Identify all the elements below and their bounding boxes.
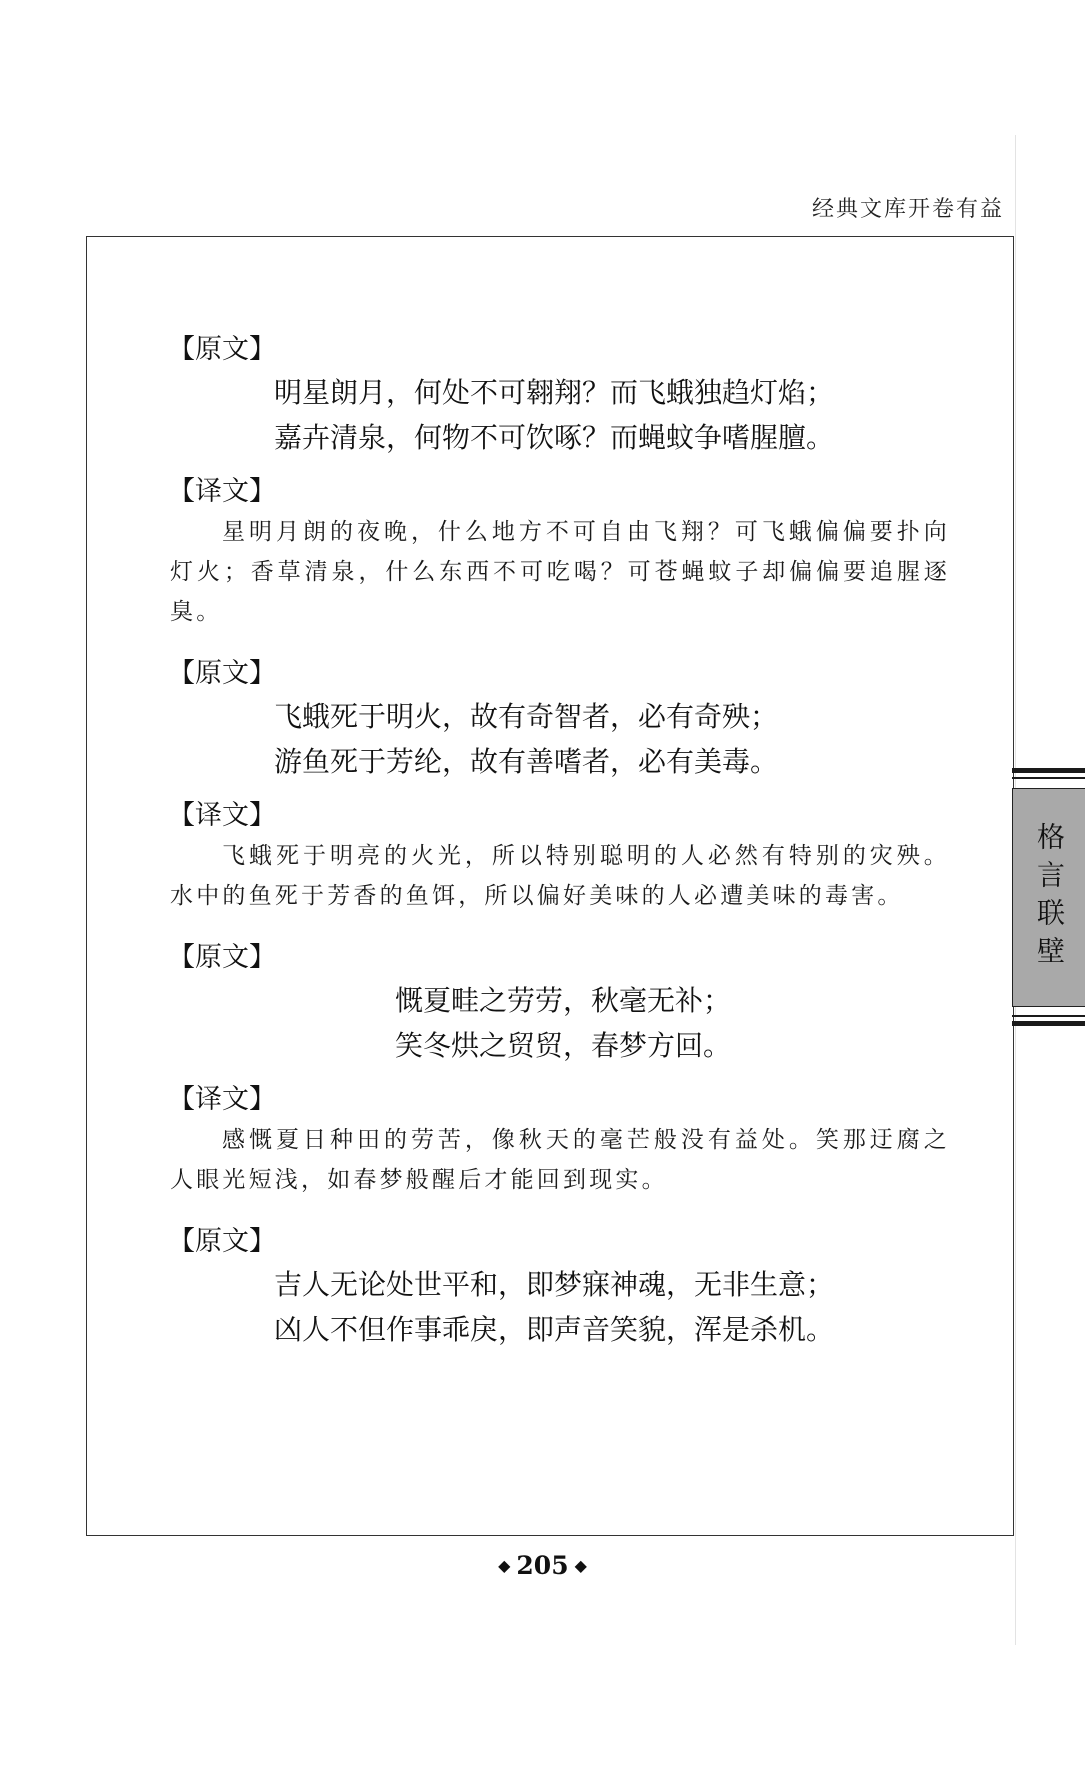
verse-line: 明星朗月，何处不可翱翔？而飞蛾独趋灯焰；	[274, 376, 835, 409]
page-number	[0, 1551, 1085, 1580]
section-original-3	[170, 938, 950, 1068]
chapter-title: 格言联壁	[1033, 821, 1066, 974]
section-original-2	[170, 654, 950, 784]
translation-paragraph: 感慨夏日种田的劳苦，像秋天的毫芒般没有益处。笑那迂腐之人眼光短浅，如春梦般醒后才能回到现实。	[170, 1127, 950, 1193]
tab-rule-bottom-thin	[1012, 1015, 1085, 1017]
section-heading: 【译文】	[168, 800, 276, 831]
verse-line: 凶人不但作事乖戾，即声音笑貌，浑是杀机。	[274, 1313, 835, 1346]
section-translation-1	[170, 472, 950, 632]
section-heading: 【译文】	[168, 476, 276, 507]
section-heading: 【译文】	[168, 1084, 276, 1115]
section-translation-2	[170, 796, 950, 916]
section-heading: 【原文】	[168, 658, 276, 689]
diamond-ornament-icon: ◆	[498, 1556, 511, 1575]
section-heading: 【原文】	[168, 942, 276, 973]
running-header: 经典文库开卷有益	[811, 197, 1004, 222]
section-heading: 【原文】	[168, 1226, 276, 1257]
translation-paragraph: 飞蛾死于明亮的火光，所以特别聪明的人必然有特别的灾殃。水中的鱼死于芳香的鱼饵，所以偏好美味的人必遭美味的毒害。	[170, 843, 950, 909]
section-heading: 【原文】	[168, 334, 276, 365]
translation-paragraph: 星明月朗的夜晚，什么地方不可自由飞翔？可飞蛾偏偏要扑向灯火；香草清泉，什么东西不可吃喝？可苍蝇蚊子却偏偏要追腥逐臭。	[170, 519, 950, 625]
verse-line: 吉人无论处世平和，即梦寐神魂，无非生意；	[274, 1268, 835, 1301]
verse-line: 笑冬烘之贸贸，春梦方回。	[395, 1029, 732, 1062]
section-original-1	[170, 330, 950, 460]
verse-line: 慨夏畦之劳劳，秋毫无补；	[395, 984, 732, 1017]
tab-rule-top-thin	[1012, 777, 1085, 779]
page-number-value: 205	[516, 1551, 569, 1580]
verse-line: 游鱼死于芳纶，故有善嗜者，必有美毒。	[274, 745, 779, 778]
diamond-ornament-icon: ◆	[574, 1556, 587, 1575]
verse-line: 嘉卉清泉，何物不可饮啄？而蝇蚊争嗜腥膻。	[274, 421, 835, 454]
verse-line: 飞蛾死于明火，故有奇智者，必有奇殃；	[274, 700, 779, 733]
section-original-4	[170, 1222, 950, 1352]
tab-box	[1012, 788, 1085, 1007]
section-translation-3	[170, 1080, 950, 1200]
page-content	[170, 330, 950, 1352]
tab-rule-top	[1012, 768, 1085, 773]
chapter-side-tab	[1012, 768, 1085, 1026]
tab-rule-bottom	[1012, 1021, 1085, 1026]
